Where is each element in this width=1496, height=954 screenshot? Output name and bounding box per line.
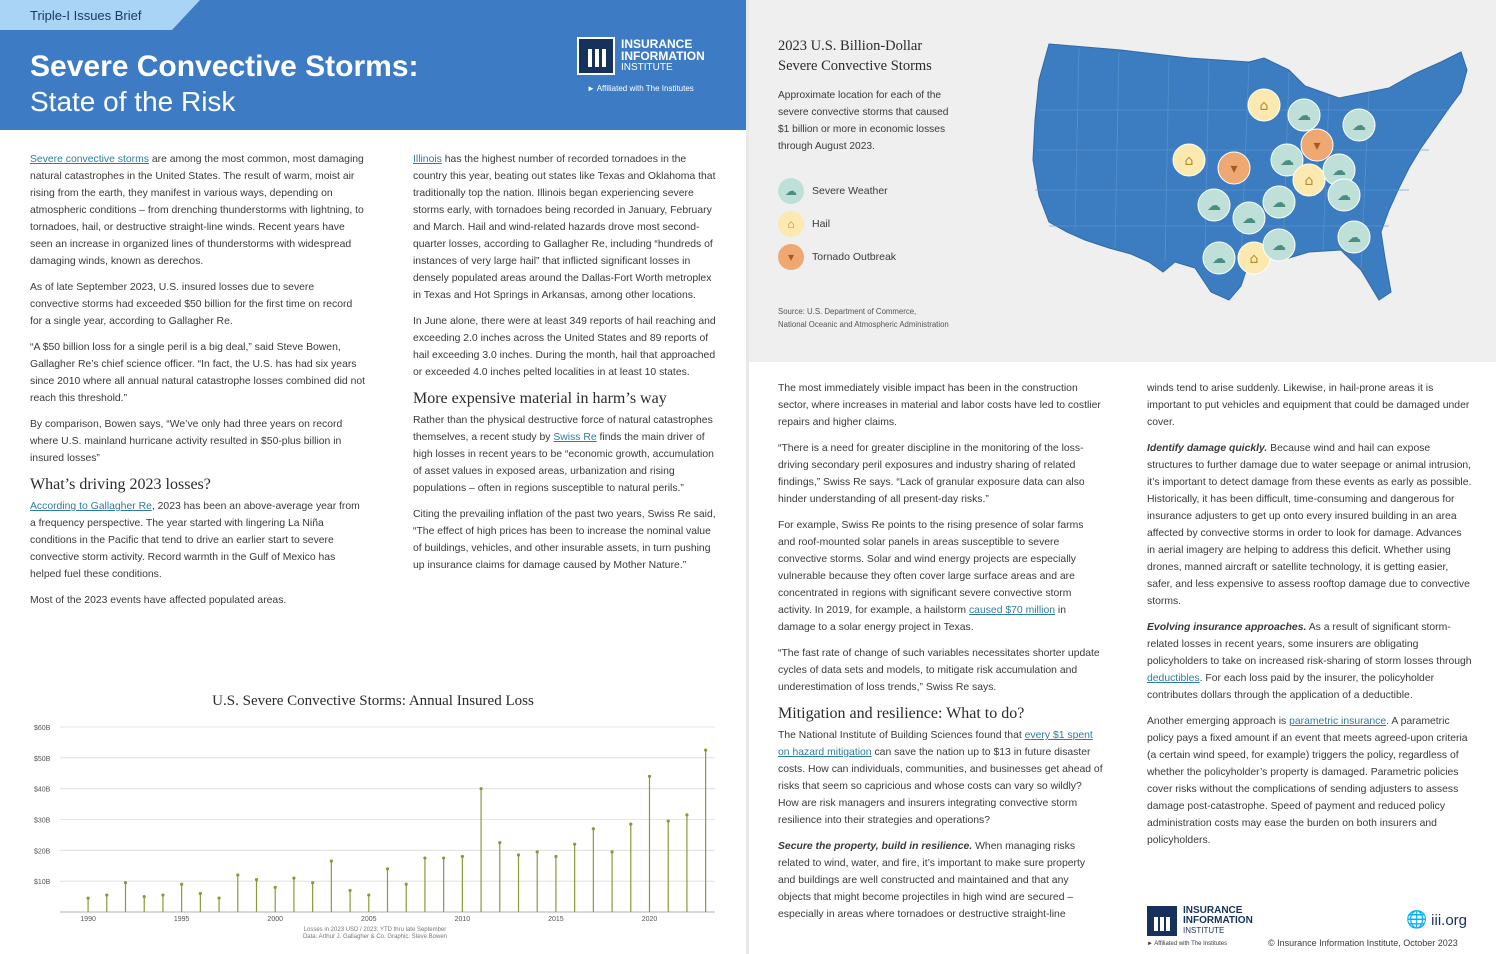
legend-severe-weather: ☁ Severe Weather — [778, 178, 888, 204]
footer-logo-line2: INFORMATION — [1183, 915, 1253, 926]
bar-point — [667, 819, 670, 822]
x-tick-label: 1995 — [173, 916, 190, 923]
bar-point — [105, 893, 108, 896]
bar-point — [479, 787, 482, 790]
severe-weather-icon: ☁ — [1272, 238, 1286, 254]
bar-point — [442, 856, 445, 859]
bar-point — [498, 841, 501, 844]
right-page — [749, 0, 1496, 954]
legend-tornado: ▾ Tornado Outbreak — [778, 244, 896, 270]
y-tick-label: $30B — [34, 817, 51, 825]
site-link[interactable]: 🌐 iii.org — [1406, 910, 1468, 929]
tornado-icon: ▾ — [778, 244, 804, 270]
bar-point — [517, 853, 520, 856]
severe-weather-icon: ☁ — [1280, 153, 1294, 169]
bar-point — [292, 876, 295, 879]
illinois-link[interactable]: Illinois — [413, 154, 442, 165]
x-tick-label: 2015 — [548, 916, 564, 923]
x-tick-label: 2005 — [360, 916, 377, 923]
bar-point — [255, 878, 258, 881]
chart-source: Data: Arthur J. Gallagher & Co. Graphic: Steve Bowen — [302, 934, 448, 940]
globe-icon: 🌐 — [1406, 910, 1428, 929]
left-page — [0, 0, 746, 954]
bar-point — [573, 843, 576, 846]
parametric-insurance-link[interactable]: parametric insurance — [1289, 716, 1387, 727]
hail-icon: ⌂ — [1259, 98, 1269, 114]
bar-point — [143, 895, 146, 898]
iii-logo[interactable] — [577, 37, 705, 75]
severe-weather-icon: ☁ — [1272, 195, 1286, 211]
gallagher-link[interactable]: According to Gallagher Re — [30, 501, 152, 512]
section-heading-drivers: What’s driving 2023 losses? — [30, 476, 211, 493]
swiss-re-link[interactable]: Swiss Re — [553, 432, 597, 443]
bar-point — [86, 897, 89, 900]
bar-point — [648, 775, 651, 778]
bar-point — [423, 856, 426, 859]
severe-weather-icon: ☁ — [778, 178, 804, 204]
hail-icon: ⌂ — [1249, 251, 1259, 267]
bar-point — [236, 873, 239, 876]
copyright: © Insurance Information Institute, October 2023 — [1268, 938, 1458, 948]
x-tick-label: 2000 — [267, 916, 284, 923]
map-source: Source: U.S. Department of Commerce, National Oceanic and Atmospheric Administration — [778, 307, 949, 329]
us-map — [749, 0, 1496, 362]
map-title: 2023 U.S. Billion-Dollar Severe Convective Storms — [778, 38, 932, 74]
y-tick-label: $50B — [34, 755, 51, 763]
left-column-1: Severe convective storms are among the most common, most damaging natural catastrophes in the United States. The result of warm, moist air rising from the earth, they manifest in various ways, depending on atmospheric conditions – from drenching thunderstorms with lightning, to tornadoes, hail, or destructive straight-line winds. Recent years have seen an increase in organized lines of thunderstorms with widespread damaging winds, known as derechos. As of late September 2023, U.S. insured losses due to severe convective storms had exceeded $50 billion for the first time on record for a single year, according to Gallagher Re. “A $50 billion loss for a single peril is a big deal,” said Steve Bowen, Gallagher Re’s chief science officer. “In fact, the U.S. has had six years since 2010 where all annual natural catastrophe losses combined did not reach this threshold.” By comparison, Bowen says, “We’ve only had three years on record where U.S. mainland hurricane activity resulted in $50-plus billion in insured losses” What’s driving 2023 losses? According to Gallagher Re, 2023 has been an above-average year from a frequency perspective. The year started with lingering La Niña conditions in the Pacific that tend to drive an earlier start to severe convective storm activity. Record warmth in the Gulf of Mexico has helped fuel these conditions. Most of the 2023 events have affected populated areas. — [30, 154, 366, 606]
legend-hail: ⌂ Hail — [778, 211, 830, 237]
hail-icon: ⌂ — [1184, 153, 1194, 169]
bar-point — [610, 850, 613, 853]
map-description: Approximate location for each of the severe convective storms that caused $1 billion or more in economic losses through August 2023. — [778, 90, 949, 152]
bar-point — [536, 850, 539, 853]
bar-point — [554, 855, 557, 858]
severe-weather-icon: ☁ — [1352, 118, 1366, 134]
footer-iii-logo[interactable] — [1147, 906, 1253, 936]
right-column-2: winds tend to arise suddenly. Likewise, in hail-prone areas it is important to put vehicles and equipment that could be damaged under cover. Identify damage quickly. Because wind and hail can expose structures to further damage due to water seepage or animal intrusion, it’s important to detect damage from these events as early as possible. Historically, it has been difficult, time-consuming and dangerous for insurance adjusters to get up onto every insured building in an area affected by convective storms in order to look for damage. Advances in aerial imagery are helping to address this deficit. Whether using drones, manned aircraft or satellite technology, it is getting easier, safer, and less expensive to assess rooftop damage due to convective storms. Evolving insurance approaches. As a result of significant storm-related losses in recent years, some insurers are obligating policyholders to take on increased risk-sharing of storm losses through deductibles. For each loss paid by the insurer, the policyholder contributes dollars through the application of a deductible. Another emerging approach is parametric insurance. A parametric policy pays a fixed amount if an event that meets agreed-upon criteria (a certain wind speed, for example) triggers the policy, regardless of whether the policyholder’s property is damaged. Parametric policies cover risks without the complications of sending adjusters to assess damage post-catastrophe. Speed of payment and reduced policy administration costs may ease the burden on both insurers and policyholders. — [1147, 383, 1472, 846]
hazard-mitigation-link[interactable]: every $1 spent on hazard mitigation — [778, 730, 1093, 758]
page-subtitle: State of the Risk — [30, 86, 236, 117]
footer-affiliation: ► Affiliated with The Institutes — [1147, 941, 1228, 947]
bar-point — [161, 893, 164, 896]
affiliation-text: ► Affiliated with The Institutes — [587, 84, 694, 93]
severe-weather-icon: ☁ — [1347, 230, 1361, 246]
y-tick-label: $20B — [34, 848, 51, 856]
insured-loss-chart — [0, 714, 746, 954]
logo-line1: INSURANCE — [621, 37, 693, 51]
bar-point — [330, 860, 333, 863]
left-column-2: Illinois has the highest number of recorded tornadoes in the country this year, beating out states like Texas and Oklahoma that traditionally top the nation. Illinois began experiencing severe storms early, with tornadoes being recorded in January, February and March. Hail and wind-related hazards drove most second-quarter losses, according to Gallagher Re, including “hundreds of instances of very large hail” that inflicted significant losses in densely populated areas around the Dallas-Fort Worth metroplex in Texas and Hot Springs in Arkansas, among other locations. In June alone, there were at least 349 reports of hail reaching and exceeding 2.0 inches across the United States and 89 reports of hail exceeding 3.0 inches. During the month, hail that approached or exceeded 4.0 inches pelted localities in at least 10 states. More expensive material in harm’s way Rather than the physical destructive force of natural catastrophes themselves, a recent study by Swiss Re finds the main driver of high losses in recent years to be “economic growth, accumulation of asset values in exposed areas, urbanization and rising populations – often in regions susceptible to natural perils.” Citing the prevailing inflation of the past two years, Swiss Re said, “The effect of high prices has been to increase the nominal value of buildings, vehicles, and other insurable assets, in turn pushing up insurance claims for damage caused by Mother Nature.” — [413, 151, 721, 583]
logo-line3: INSTITUTE — [621, 62, 673, 73]
severe-weather-icon: ☁ — [1297, 108, 1311, 124]
bar-point — [405, 883, 408, 886]
footer-logo-line3: INSTITUTE — [1183, 926, 1225, 935]
bar-point — [311, 881, 314, 884]
caused-70-million-link[interactable]: caused $70 million — [968, 605, 1056, 616]
bar-point — [274, 886, 277, 889]
right-column-1: The most immediately visible impact has been in the construction sector, where increases in material and labor costs have led to costlier repairs and higher claims. “There is a need for greater discipline in the monitoring of the loss-driving secondary peril exposures and industry sharing of related findings,” Swiss Re says. “Lack of granular exposure data can also hinder understanding of all present-day risks.” For example, Swiss Re points to the rising presence of solar farms and roof-mounted solar panels in areas susceptible to severe convective storms. Solar and wind energy projects are especially vulnerable because they often cover large surface areas and are concentrated in regions with significant severe convective storm activity. In 2019, for example, a hailstorm caused $70 million in damage to a solar energy project in Texas. “The fast rate of change of such variables necessitates shorter update cycles of data sets and models, to mitigate risk accumulation and underestimation of loss trends,” Swiss Re says. Mitigation and resilience: What to do? The National Institute of Building Sciences found that every $1 spent on hazard mitigation can save the nation up to $13 in future disaster costs. How can individuals, communities, and businesses get ahead of risks that seem so capricious and whose costs can vary so wildly? How are risk managers and insurers integrating convective storm resilience into their strategies and operations? Secure the property, build in resilience. When managing risks related to wind, water, and fire, it’s important to make sure property and buildings are well constructed and maintained and that any objects that might become projectiles in high wind are secured – especially in areas where tornadoes or destructive straight-line — [778, 383, 1103, 920]
x-tick-label: 1990 — [80, 916, 96, 923]
x-tick-label: 2020 — [641, 916, 658, 923]
bar-point — [199, 892, 202, 895]
issues-brief-label: Triple-I Issues Brief — [30, 8, 142, 23]
chart-title: U.S. Severe Convective Storms: Annual Insured Loss — [212, 693, 534, 709]
severe-weather-icon: ☁ — [1332, 163, 1346, 179]
tornado-icon: ▾ — [1313, 138, 1321, 154]
bar-point — [217, 897, 220, 900]
section-heading-mitigation: Mitigation and resilience: What to do? — [778, 705, 1025, 722]
bar-point — [367, 893, 370, 896]
x-tick-label: 2010 — [454, 916, 471, 923]
section-heading-material: More expensive material in harm’s way — [413, 390, 667, 407]
bar-point — [180, 883, 183, 886]
tornado-icon: ▾ — [1230, 161, 1238, 177]
bar-point — [124, 881, 127, 884]
bar-point — [704, 749, 707, 752]
bar-point — [592, 827, 595, 830]
y-tick-label: $60B — [34, 725, 51, 732]
bar-point — [461, 855, 464, 858]
bar-point — [629, 823, 632, 826]
footer-logo-icon — [1147, 906, 1177, 936]
bar-point — [685, 813, 688, 816]
bar-point — [348, 889, 351, 892]
logo-line2: INFORMATION — [621, 49, 705, 63]
footer-logo-line1: INSURANCE — [1183, 905, 1243, 916]
severe-storms-link[interactable]: Severe convective storms — [30, 154, 149, 165]
y-tick-label: $10B — [34, 879, 51, 887]
severe-weather-icon: ☁ — [1207, 198, 1221, 214]
y-tick-label: $40B — [34, 786, 51, 794]
bar-point — [386, 867, 389, 870]
x-axis-label: Losses in 2023 USD / 2023: YTD thru late September — [303, 927, 447, 933]
iii-logo-icon — [577, 37, 615, 75]
page-title: Severe Convective Storms: — [30, 50, 419, 83]
hail-icon: ⌂ — [778, 211, 804, 237]
severe-weather-icon: ☁ — [1212, 251, 1226, 267]
hail-icon: ⌂ — [1304, 173, 1314, 189]
severe-weather-icon: ☁ — [1337, 188, 1351, 204]
deductibles-link[interactable]: deductibles — [1147, 673, 1200, 684]
severe-weather-icon: ☁ — [1242, 211, 1256, 227]
